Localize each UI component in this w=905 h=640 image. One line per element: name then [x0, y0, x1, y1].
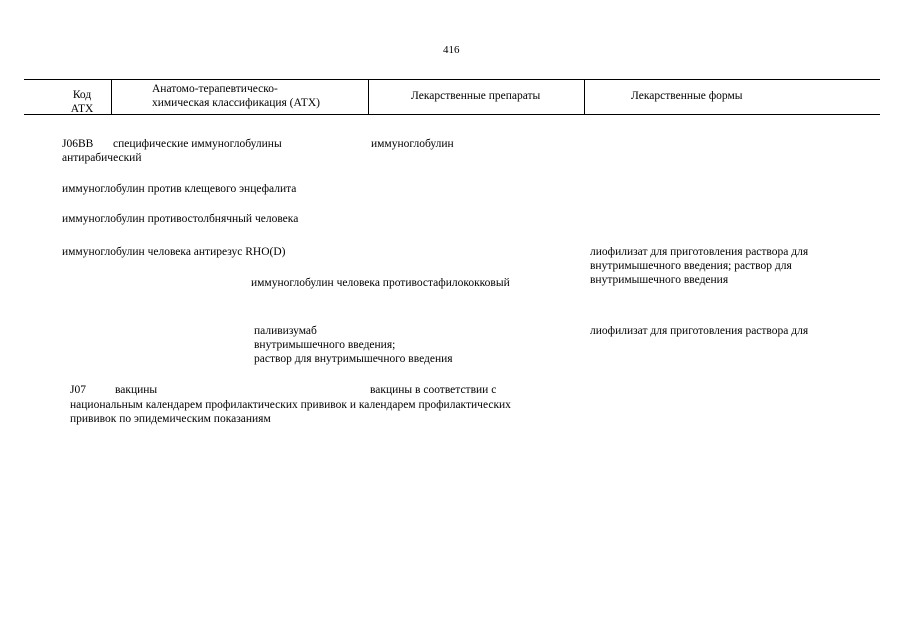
- header-code-line1: Код: [72, 89, 92, 101]
- row-j07-code: J07: [70, 384, 86, 396]
- header-code: [62, 88, 102, 116]
- header-divider-2: [368, 80, 369, 114]
- row-antirhesus-form: [590, 245, 808, 287]
- row-tick-encephalitis: иммуноглобулин против клещевого энцефалита: [62, 183, 297, 195]
- row-j06bb-class: специфические иммуноглобулины: [113, 138, 282, 150]
- row-tetanus: иммуноглобулин противостолбнячный человека: [62, 213, 299, 225]
- header-drugs: Лекарственные препараты: [411, 90, 541, 102]
- row-j06bb-code: J06BB: [62, 138, 94, 150]
- palivizumab-line1: паливизумаб: [254, 325, 317, 337]
- header-forms: Лекарственные формы: [631, 90, 743, 102]
- j07-continuation-line1: национальным календарем профилактических прививок и календарем профилактических: [70, 399, 511, 411]
- header-divider-1: [111, 80, 112, 114]
- row-palivizumab-form: лиофилизат для приготовления раствора для: [590, 325, 809, 337]
- header-classification-line2: химическая классификация (АТХ): [152, 97, 320, 109]
- antirhesus-form-line1: лиофилизат для приготовления раствора для: [590, 246, 809, 258]
- page-number: 416: [443, 44, 460, 56]
- row-j07-drug: вакцины в соответствии с: [370, 384, 497, 396]
- antirhesus-form-line2: внутримышечного введения; раствор для: [590, 260, 792, 272]
- row-palivizumab: [254, 324, 453, 366]
- row-j07-class: вакцины: [115, 384, 158, 396]
- row-antirhesus: иммуноглобулин человека антирезус RHO(D): [62, 246, 286, 258]
- header-top-rule: [24, 79, 880, 80]
- header-classification: [152, 82, 320, 110]
- palivizumab-line3: раствор для внутримышечного введения: [254, 353, 453, 365]
- row-j07-continuation: [70, 398, 511, 426]
- header-code-line2: АТХ: [70, 103, 94, 115]
- palivizumab-line2: внутримышечного введения;: [254, 339, 396, 351]
- header-classification-line1: Анатомо-терапевтическо-: [152, 83, 278, 95]
- header-bottom-rule: [24, 114, 880, 115]
- row-antistaph: иммуноглобулин человека противостафилококковый: [251, 277, 510, 289]
- antirhesus-form-line3: внутримышечного введения: [590, 274, 729, 286]
- header-divider-3: [584, 80, 585, 114]
- j07-continuation-line2: прививок по эпидемическим показаниям: [70, 413, 271, 425]
- row-j06bb-drug: иммуноглобулин: [371, 138, 454, 150]
- row-j06bb-continuation: антирабический: [62, 152, 142, 164]
